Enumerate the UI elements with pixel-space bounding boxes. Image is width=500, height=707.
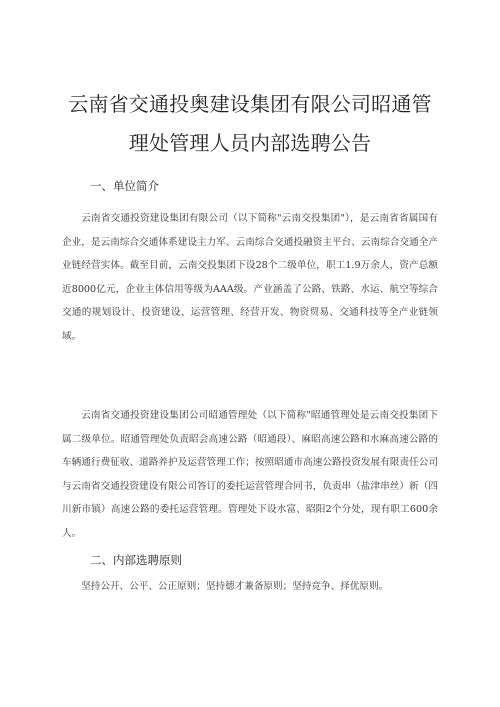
section-heading-selection-principles: 二、内部选聘原则	[90, 553, 182, 567]
document-title-line-1: 云南省交通投奥建设集团有限公司昭通管	[68, 92, 432, 116]
paragraph-group-intro: 云南省交通投资建设集团有限公司（以下简称"云南交投集团"），是云南省省属国有企业，是云南综合交通体系建设主力军、云南综合交通投融资主平台、云南综合交通全产业链经营实体。截至目前，云南交投集团下设28个二级单位，职工1.9万余人，资产总额近8000亿元，企业主体信用等级为AAA级。产业涵盖了公路、铁路、水运、航空等综合交通的规划设计、投资建设、运营管理、经营开发、物资贸易、交通科技等全产业链领域。	[62, 213, 438, 342]
section-heading-unit-intro: 一、单位简介	[90, 179, 159, 193]
paragraph-zhaotong-office: 云南省交通投资建设集团公司昭通管理处（以下简称"昭通管理处是云南交投集团下属二级单位。昭通管理处负责昭会高速公路（昭通段）、麻昭高速公路和水麻高速公路的车辆通行费征收、道路养护及运营管理工作；按照昭通市高速公路投资发展有限责任公司与云南省交通投资建设有限公司答订的委托运营管理合同书，负责串（盐津串丝）新（四川新市镇）高速公路的委托运营管理。管理处下设水富、昭阳2个分处，现有职工600余人。	[62, 410, 438, 539]
paragraph-principles: 坚持公开、公平、公正原则；坚持德才兼备原则；坚持竞争、择优原则。	[81, 581, 389, 592]
document-title-line-2: 理处管理人员内部选聘公告	[128, 131, 372, 155]
